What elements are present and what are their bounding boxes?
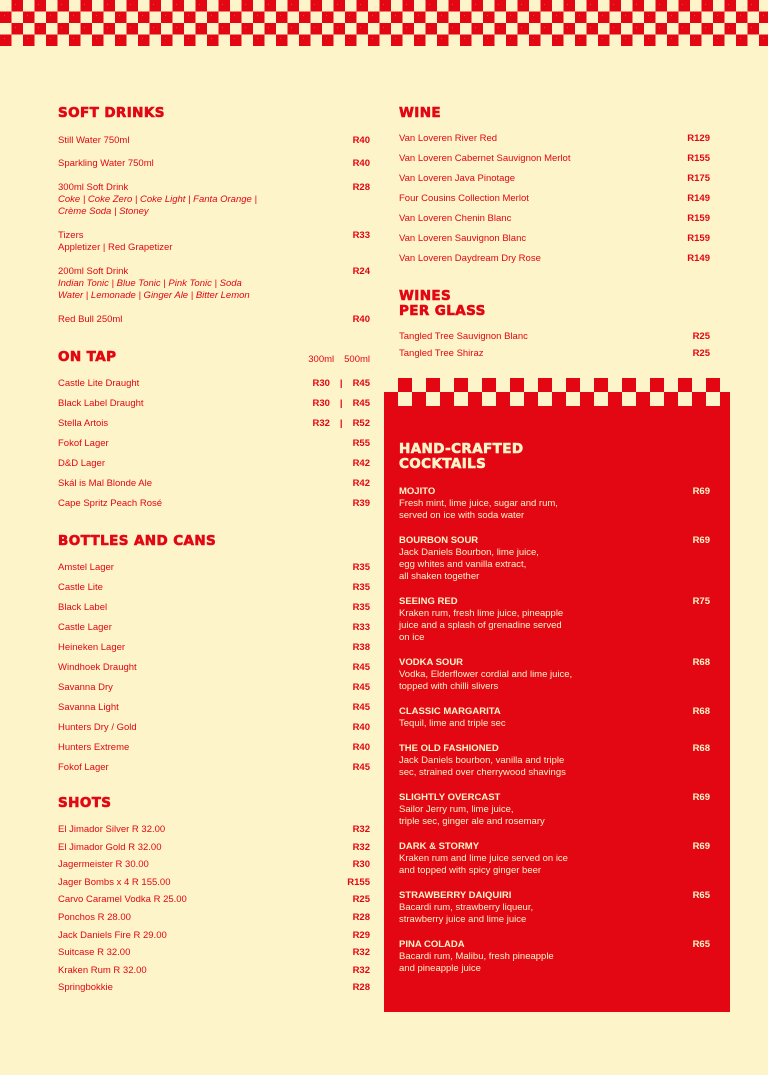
menu-item xyxy=(58,722,370,734)
item-price: R35 xyxy=(352,582,370,593)
item-description: Kraken rum, fresh lime juice, pineapple xyxy=(399,608,564,619)
item-name: Hunters Dry / Gold xyxy=(58,722,137,733)
item-description: sec, strained over cherrywood shavings xyxy=(399,767,566,778)
item-description: and pineapple juice xyxy=(399,963,481,974)
menu-item xyxy=(58,662,370,674)
item-name: Fokof Lager xyxy=(58,762,109,773)
menu-item xyxy=(58,622,370,634)
item-description: juice and a splash of grenadine served xyxy=(399,620,562,631)
item-price: R38 xyxy=(352,642,370,653)
item-name: Castle Lager xyxy=(58,622,112,633)
menu-item xyxy=(58,859,370,871)
item-price: R65 xyxy=(692,890,710,901)
item-price: R75 xyxy=(692,596,710,607)
menu-item xyxy=(58,682,370,694)
item-price: R68 xyxy=(692,657,710,668)
menu-item xyxy=(399,133,710,145)
menu-item xyxy=(58,458,370,470)
item-name: SLIGHTLY OVERCAST xyxy=(399,792,501,803)
item-name: Skál is Mal Blonde Ale xyxy=(58,478,152,489)
item-price: R45 xyxy=(352,662,370,673)
menu-item xyxy=(58,947,370,959)
item-price: R68 xyxy=(692,706,710,717)
item-name: Fokof Lager xyxy=(58,438,109,449)
menu-item xyxy=(58,842,370,854)
bottles-cans-title: BOTTLES AND CANS xyxy=(58,533,217,549)
item-name: MOJITO xyxy=(399,486,436,497)
cocktails-list xyxy=(399,486,710,975)
menu-item xyxy=(399,331,710,343)
shots-section xyxy=(58,796,370,994)
soft-drinks-section xyxy=(58,105,370,325)
item-price: R69 xyxy=(692,486,710,497)
item-name: Savanna Light xyxy=(58,702,119,713)
menu-item xyxy=(58,314,370,326)
menu-item xyxy=(399,706,710,730)
item-name: Van Loveren Java Pinotage xyxy=(399,173,516,184)
menu-item xyxy=(399,841,710,877)
item-price: R45 xyxy=(352,702,370,713)
item-price: R45 xyxy=(352,762,370,773)
item-price: R40 xyxy=(352,314,370,325)
item-description: Kraken rum and lime juice served on ice xyxy=(399,853,568,864)
item-name: Still Water 750ml xyxy=(58,135,130,146)
item-name: Sparkling Water 750ml xyxy=(58,158,154,169)
menu-item xyxy=(399,657,710,693)
menu-item xyxy=(58,266,370,302)
item-name: Black Label xyxy=(58,602,108,613)
item-name: Jager Bombs x 4 R 155.00 xyxy=(58,876,171,888)
price-500ml: R45 xyxy=(352,398,370,409)
menu-item xyxy=(58,642,370,654)
size-headers xyxy=(308,354,370,365)
item-price: R45 xyxy=(352,682,370,693)
price-500ml: R52 xyxy=(352,418,370,429)
item-name: Amstel Lager xyxy=(58,562,114,573)
wine-title: WINE xyxy=(399,105,442,121)
checkered-border-top xyxy=(0,0,768,46)
item-name: Suitcase R 32.00 xyxy=(58,947,131,959)
item-price: R69 xyxy=(692,792,710,803)
size-large-label: 500ml xyxy=(344,354,370,365)
menu-item xyxy=(399,193,710,205)
on-tap-section xyxy=(58,350,370,518)
item-price: R69 xyxy=(692,535,710,546)
item-name: Springbokkie xyxy=(58,982,113,994)
menu-item xyxy=(399,596,710,644)
item-price: R39 xyxy=(352,498,370,509)
item-description: and topped with spicy ginger beer xyxy=(399,865,542,876)
menu-item xyxy=(58,398,370,410)
item-price: R55 xyxy=(352,438,370,449)
item-name: 300ml Soft Drink xyxy=(58,182,129,193)
item-price: R159 xyxy=(687,213,710,224)
shots-title: SHOTS xyxy=(58,795,112,811)
wines-per-glass-list xyxy=(399,331,710,360)
item-name: Jack Daniels Fire R 29.00 xyxy=(58,929,167,941)
menu-item xyxy=(58,582,370,594)
item-price: R65 xyxy=(692,939,710,950)
item-price: R175 xyxy=(687,173,710,184)
item-price-pair xyxy=(312,398,370,410)
price-300ml: R30 xyxy=(312,398,330,409)
wine-list xyxy=(399,133,710,265)
item-price: R155 xyxy=(347,876,370,888)
item-name: Van Loveren Chenin Blanc xyxy=(399,213,512,224)
menu-item xyxy=(58,742,370,754)
menu-item xyxy=(58,438,370,450)
menu-item xyxy=(58,602,370,614)
item-name: Castle Lite Draught xyxy=(58,378,140,389)
item-options: Indian Tonic | Blue Tonic | Pink Tonic | Soda Water | Lemonade | Ginger Ale | Bitter Lemon xyxy=(58,278,250,301)
item-name: DARK & STORMY xyxy=(399,841,480,852)
bottles-cans-section xyxy=(58,534,370,782)
item-price: R40 xyxy=(352,135,370,146)
menu-item xyxy=(58,912,370,924)
soft-drinks-title: SOFT DRINKS xyxy=(58,105,165,121)
item-options: Coke | Coke Zero | Coke Light | Fanta Orange | Crème Soda | Stoney xyxy=(58,194,257,217)
wines-per-glass-title xyxy=(399,289,710,319)
item-name: Castle Lite xyxy=(58,582,103,593)
item-description: served on ice with soda water xyxy=(399,510,525,521)
cocktails-section xyxy=(399,442,710,988)
item-price: R30 xyxy=(352,859,370,871)
title-line-2: PER GLASS xyxy=(399,303,486,319)
menu-item xyxy=(58,498,370,510)
menu-item xyxy=(58,894,370,906)
item-price: R28 xyxy=(352,911,370,923)
item-price: R25 xyxy=(352,894,370,906)
shots-list xyxy=(58,824,370,994)
item-price: R129 xyxy=(687,133,710,144)
menu-item xyxy=(58,562,370,574)
item-price: R28 xyxy=(352,982,370,994)
menu-item xyxy=(58,762,370,774)
item-description: topped with chilli slivers xyxy=(399,681,499,692)
item-description: Sailor Jerry rum, lime juice, xyxy=(399,804,514,815)
menu-item xyxy=(58,135,370,147)
item-name: Tangled Tree Shiraz xyxy=(399,348,484,359)
menu-item xyxy=(58,418,370,430)
menu-item xyxy=(58,230,370,254)
menu-item xyxy=(399,213,710,225)
item-name: Red Bull 250ml xyxy=(58,314,123,325)
item-name: BOURBON SOUR xyxy=(399,535,479,546)
item-name: Van Loveren River Red xyxy=(399,133,498,144)
bottles-cans-list xyxy=(58,562,370,774)
item-name: D&D Lager xyxy=(58,458,105,469)
menu-item xyxy=(58,158,370,170)
item-price: R40 xyxy=(352,158,370,169)
item-price: R159 xyxy=(687,233,710,244)
item-price: R35 xyxy=(352,602,370,613)
menu-item xyxy=(399,253,710,265)
cocktails-title xyxy=(399,442,710,472)
item-price: R40 xyxy=(352,742,370,753)
item-price-pair xyxy=(312,418,370,430)
menu-item xyxy=(399,743,710,779)
item-price: R32 xyxy=(352,841,370,853)
item-name: Tangled Tree Sauvignon Blanc xyxy=(399,331,528,342)
item-name: Savanna Dry xyxy=(58,682,113,693)
item-price: R40 xyxy=(352,722,370,733)
item-name: SEEING RED xyxy=(399,596,458,607)
menu-item xyxy=(399,233,710,245)
menu-item xyxy=(399,173,710,185)
item-price: R32 xyxy=(352,947,370,959)
menu-item xyxy=(399,890,710,926)
item-price: R149 xyxy=(687,253,710,264)
price-500ml: R45 xyxy=(352,378,370,389)
item-name: VODKA SOUR xyxy=(399,657,464,668)
item-description: on ice xyxy=(399,632,425,643)
item-name: STRAWBERRY DAIQUIRI xyxy=(399,890,512,901)
item-price: R35 xyxy=(352,562,370,573)
cocktails-panel xyxy=(384,406,730,1012)
item-description: Jack Daniels Bourbon, lime juice, xyxy=(399,547,539,558)
price-300ml: R32 xyxy=(312,418,330,429)
item-description: egg whites and vanilla extract, xyxy=(399,559,527,570)
item-price: R68 xyxy=(692,743,710,754)
item-name: Hunters Extreme xyxy=(58,742,130,753)
menu-item xyxy=(58,877,370,889)
item-price: R155 xyxy=(687,153,710,164)
menu-item xyxy=(399,348,710,360)
menu-item xyxy=(58,930,370,942)
item-price: R25 xyxy=(692,331,710,342)
on-tap-title: ON TAP xyxy=(58,349,117,365)
item-name: THE OLD FASHIONED xyxy=(399,743,499,754)
item-price-pair xyxy=(312,378,370,390)
item-description: strawberry juice and lime juice xyxy=(399,914,527,925)
price-separator: | xyxy=(339,418,343,429)
on-tap-list xyxy=(58,378,370,510)
item-description: Bacardi rum, Malibu, fresh pineapple xyxy=(399,951,554,962)
item-price: R25 xyxy=(692,348,710,359)
item-price: R32 xyxy=(352,824,370,835)
item-name: Jagermeister R 30.00 xyxy=(58,859,149,871)
item-name: Windhoek Draught xyxy=(58,662,137,673)
item-price: R33 xyxy=(352,230,370,241)
menu-item xyxy=(399,939,710,975)
menu-item xyxy=(58,702,370,714)
menu-item xyxy=(58,982,370,994)
menu-item xyxy=(58,824,370,836)
item-description: Jack Daniels bourbon, vanilla and triple xyxy=(399,755,565,766)
item-price: R24 xyxy=(352,266,370,277)
item-description: Tequil, lime and triple sec xyxy=(399,718,506,729)
item-name: Black Label Draught xyxy=(58,398,144,409)
item-price: R42 xyxy=(352,478,370,489)
menu-item xyxy=(399,486,710,522)
item-name: PINA COLADA xyxy=(399,939,465,950)
title-line-1: HAND-CRAFTED xyxy=(399,441,524,457)
item-price: R32 xyxy=(352,964,370,976)
price-separator: | xyxy=(339,398,343,409)
item-name: Van Loveren Sauvignon Blanc xyxy=(399,233,527,244)
menu-item xyxy=(399,153,710,165)
title-line-1: WINES xyxy=(399,288,452,304)
item-name: Stella Artois xyxy=(58,418,109,429)
wine-section xyxy=(399,106,710,273)
item-name: Four Cousins Collection Merlot xyxy=(399,193,529,204)
menu-item xyxy=(399,535,710,583)
size-small-label: 300ml xyxy=(308,354,335,365)
item-name: Carvo Caramel Vodka R 25.00 xyxy=(58,894,187,906)
item-name: Van Loveren Cabernet Sauvignon Merlot xyxy=(399,153,571,164)
item-options: Appletizer | Red Grapetizer xyxy=(58,242,173,253)
menu-item xyxy=(58,965,370,977)
item-name: Tizers xyxy=(58,230,84,241)
menu-item xyxy=(58,478,370,490)
title-line-2: COCKTAILS xyxy=(399,456,487,472)
item-price: R28 xyxy=(352,182,370,193)
price-separator: | xyxy=(339,378,343,389)
wines-per-glass-section xyxy=(399,289,710,360)
menu-item xyxy=(58,182,370,218)
item-name: Kraken Rum R 32.00 xyxy=(58,964,147,976)
item-name: Cape Spritz Peach Rosé xyxy=(58,498,163,509)
item-name: Ponchos R 28.00 xyxy=(58,911,131,923)
item-name: Heineken Lager xyxy=(58,642,126,653)
menu-item xyxy=(399,792,710,828)
item-price: R42 xyxy=(352,458,370,469)
item-description: Fresh mint, lime juice, sugar and rum, xyxy=(399,498,558,509)
item-price: R29 xyxy=(352,929,370,941)
menu-item xyxy=(58,378,370,390)
item-description: triple sec, ginger ale and rosemary xyxy=(399,816,545,827)
item-name: 200ml Soft Drink xyxy=(58,266,129,277)
price-300ml: R30 xyxy=(312,378,330,389)
item-price: R149 xyxy=(687,193,710,204)
item-description: Vodka, Elderflower cordial and lime juice, xyxy=(399,669,573,680)
item-price: R69 xyxy=(692,841,710,852)
checkered-border-cocktails xyxy=(384,378,730,406)
item-name: CLASSIC MARGARITA xyxy=(399,706,501,717)
item-price: R33 xyxy=(352,622,370,633)
item-description: Bacardi rum, strawberry liqueur, xyxy=(399,902,534,913)
item-name: Van Loveren Daydream Dry Rose xyxy=(399,253,541,264)
item-description: all shaken together xyxy=(399,571,480,582)
item-name: El Jimador Silver R 32.00 xyxy=(58,824,166,835)
item-name: El Jimador Gold R 32.00 xyxy=(58,841,162,853)
